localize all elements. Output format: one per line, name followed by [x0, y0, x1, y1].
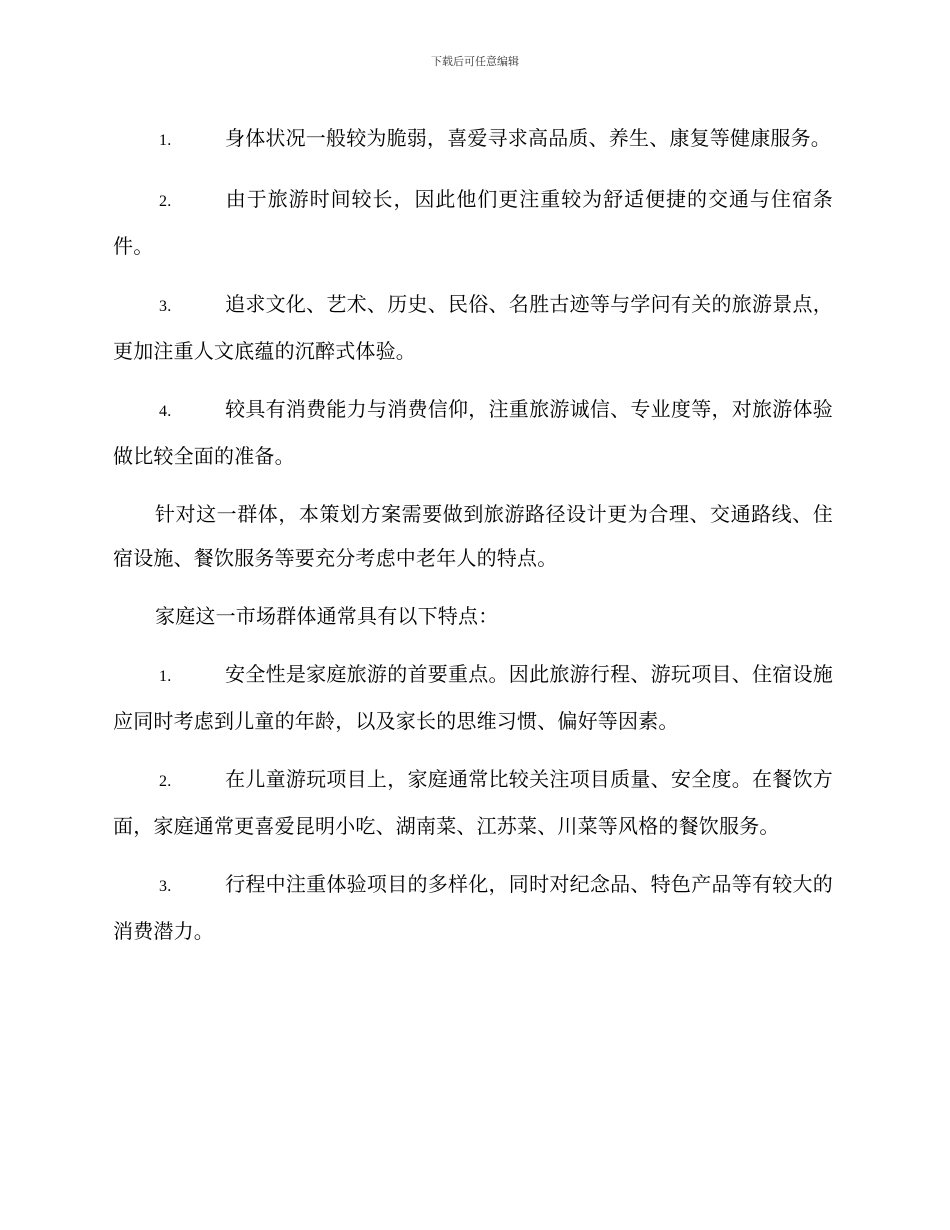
header-note: 下载后可任意编辑: [431, 55, 519, 68]
list-text: 身体状况一般较为脆弱，喜爱寻求高品质、养生、康复等健康服务。: [225, 126, 831, 150]
list-text: 行程中注重体验项目的多样化，同时对纪念品、特色产品等有较大的消费潜力。: [113, 872, 833, 943]
list-number: 3.: [159, 878, 172, 895]
list-text: 较具有消费能力与消费信仰，注重旅游诚信、专业度等，对旅游体验做比较全面的准备。: [113, 397, 833, 468]
list-item: [113, 116, 833, 163]
list-number: 1.: [159, 668, 172, 685]
body-paragraph: 针对这一群体，本策划方案需要做到旅游路径设计更为合理、交通路线、住宿设施、餐饮服务等要充分考虑中老年人的特点。: [113, 502, 833, 570]
list-number: 1.: [159, 132, 172, 149]
list-item: [113, 652, 833, 743]
list-item: [113, 757, 833, 848]
list-item: [113, 387, 833, 478]
list-item: [113, 282, 833, 373]
document-body: [113, 116, 833, 967]
list-item: [113, 177, 833, 268]
list-number: 2.: [159, 193, 172, 210]
body-paragraph: 家庭这一市场群体通常具有以下特点：: [155, 604, 499, 628]
list-item: [113, 862, 833, 953]
list-text: 安全性是家庭旅游的首要重点。因此旅游行程、游玩项目、住宿设施应同时考虑到儿童的年龄，以及家长的思维习惯、偏好等因素。: [113, 662, 833, 733]
list-text: 追求文化、艺术、历史、民俗、名胜古迹等与学问有关的旅游景点，更加注重人文底蕴的沉醉式体验。: [113, 292, 833, 363]
list-number: 4.: [159, 403, 172, 420]
list-number: 3.: [159, 298, 172, 315]
list-number: 2.: [159, 773, 172, 790]
list-text: 在儿童游玩项目上，家庭通常比较关注项目质量、安全度。在餐饮方面，家庭通常更喜爱昆明小吃、湖南菜、江苏菜、川菜等风格的餐饮服务。: [113, 767, 833, 838]
list-text: 由于旅游时间较长，因此他们更注重较为舒适便捷的交通与住宿条件。: [113, 187, 833, 258]
